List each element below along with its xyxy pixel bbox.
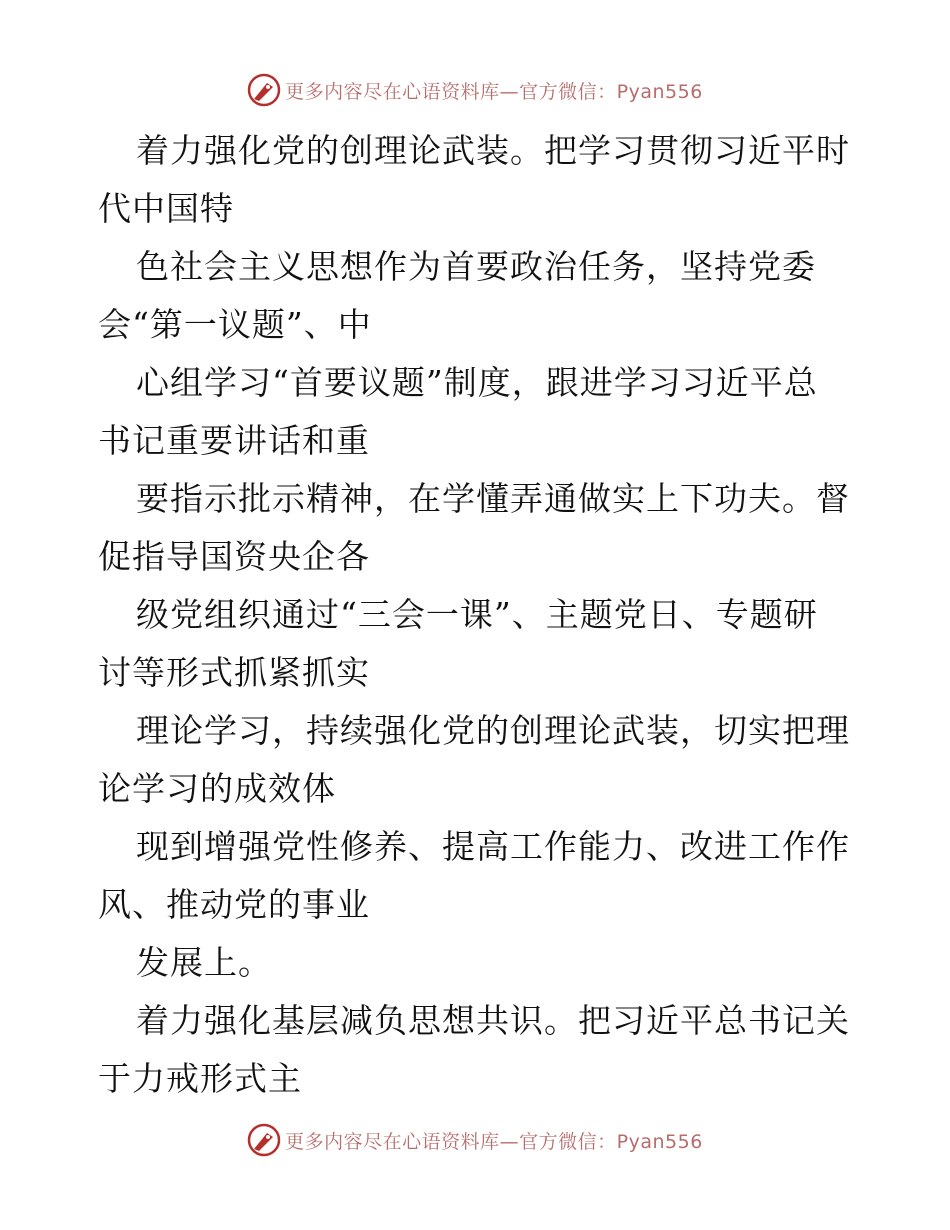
footer-banner-text: 更多内容尽在心语资料库—官方微信：Pyan556 bbox=[285, 1130, 703, 1153]
paragraph-3-line-2: 书记重要讲话和重 bbox=[98, 421, 370, 460]
header-banner-text: 更多内容尽在心语资料库—官方微信：Pyan556 bbox=[285, 80, 703, 103]
paragraph-4-line-2: 促指导国资央企各 bbox=[98, 537, 370, 576]
paragraph-6-line-2: 论学习的成效体 bbox=[98, 769, 336, 808]
paragraph-1-line-1: 着力强化党的创理论武装。把学习贯彻习近平时 bbox=[136, 131, 850, 170]
paragraph-9-line-2: 于力戒形式主 bbox=[98, 1059, 302, 1098]
paragraph-2-line-2: 会“第一议题”、中 bbox=[98, 305, 372, 344]
document-body bbox=[98, 122, 858, 1108]
paragraph-7-line-1: 现到增强党性修养、提高工作能力、改进工作作 bbox=[136, 827, 850, 866]
paragraph-8-line-1: 发展上。 bbox=[136, 943, 272, 982]
paragraph-6-line-1: 理论学习，持续强化党的创理论武装，切实把理 bbox=[136, 711, 850, 750]
paragraph-5-line-2: 讨等形式抓紧抓实 bbox=[98, 653, 370, 692]
paragraph-3-line-1: 心组学习“首要议题”制度，跟进学习习近平总 bbox=[136, 363, 818, 402]
paragraph-7-line-2: 风、推动党的事业 bbox=[98, 885, 370, 924]
header-banner bbox=[0, 70, 950, 110]
paragraph-4-line-1: 要指示批示精神，在学懂弄通做实上下功夫。督 bbox=[136, 479, 850, 518]
pen-nib-logo-icon bbox=[247, 73, 281, 107]
pen-nib-logo-icon bbox=[247, 1123, 281, 1157]
paragraph-2-line-1: 色社会主义思想作为首要政治任务，坚持党委 bbox=[136, 247, 816, 286]
footer-banner bbox=[0, 1120, 950, 1160]
paragraph-9-line-1: 着力强化基层减负思想共识。把习近平总书记关 bbox=[136, 1001, 850, 1040]
paragraph-5-line-1: 级党组织通过“三会一课”、主题党日、专题研 bbox=[136, 595, 818, 634]
paragraph-1-line-2: 代中国特 bbox=[98, 189, 234, 228]
